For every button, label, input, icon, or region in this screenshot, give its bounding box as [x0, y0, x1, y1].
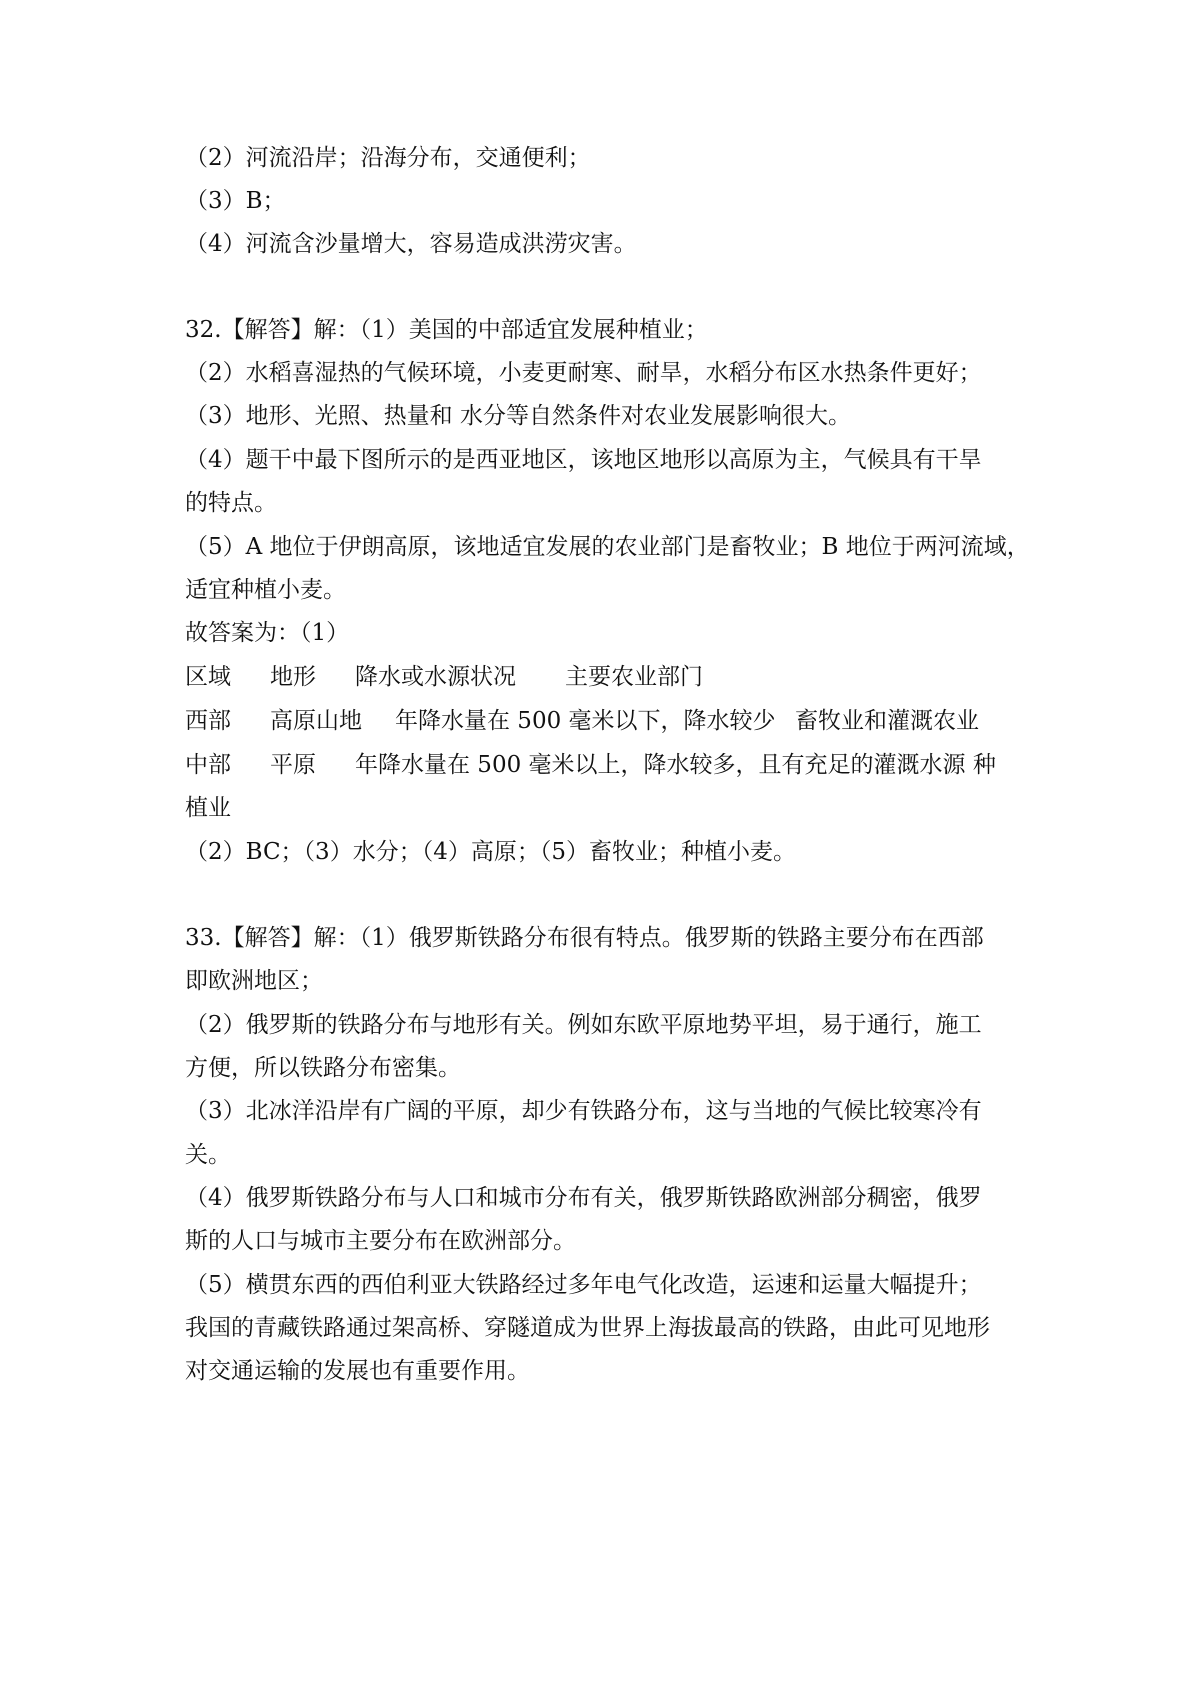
answer-31-part3: （3）B； — [185, 188, 286, 214]
answer-33-part3-line1: （3）北冰洋沿岸有广阔的平原，却少有铁路分布，这与当地的气候比较寒冷有 — [185, 1098, 982, 1124]
answer-32-part2: （2）水稻喜湿热的气候环境，小麦更耐寒、耐旱，水稻分布区水热条件更好； — [185, 360, 982, 386]
table-header-row — [185, 662, 1085, 692]
answer-32-part5-line2: 适宜种植小麦。 — [185, 577, 346, 603]
answer-33-part2-line1: （2）俄罗斯的铁路分布与地形有关。例如东欧平原地势平坦，易于通行，施工 — [185, 1012, 982, 1038]
table-cell: 高原山地 — [270, 708, 362, 734]
answer-32-part4-line2: 的特点。 — [185, 490, 277, 516]
table-header-cell: 降水或水源状况 — [355, 664, 516, 690]
answer-32-part3: （3）地形、光照、热量和 水分等自然条件对农业发展影响很大。 — [185, 403, 851, 429]
table-cell: 年降水量在 500 毫米以上，降水较多，且有充足的灌溉水源 种 — [355, 752, 996, 778]
table-row-central-wrap: 植业 — [185, 795, 231, 821]
table-cell: 年降水量在 500 毫米以下，降水较少 — [395, 708, 776, 734]
table-header-cell: 区域 — [185, 664, 231, 690]
answer-32-part4-line1: （4）题干中最下图所示的是西亚地区，该地区地形以高原为主，气候具有干旱 — [185, 447, 982, 473]
question-33-heading-line2: 即欧洲地区； — [185, 968, 323, 994]
table-row-west — [185, 706, 1085, 736]
question-33-heading-line1: 33.【解答】解：（1）俄罗斯铁路分布很有特点。俄罗斯的铁路主要分布在西部 — [185, 925, 984, 951]
table-cell: 西部 — [185, 708, 231, 734]
table-cell: 平原 — [270, 752, 316, 778]
answer-32-part5-line1: （5）A 地位于伊朗高原，该地适宜发展的农业部门是畜牧业；B 地位于两河流域， — [185, 534, 1030, 560]
question-32-heading: 32.【解答】解：（1）美国的中部适宜发展种植业； — [185, 317, 708, 343]
answer-33-part2-line2: 方便，所以铁路分布密集。 — [185, 1055, 461, 1081]
answer-intro: 故答案为：（1） — [185, 620, 350, 646]
answer-31-part2: （2）河流沿岸；沿海分布，交通便利； — [185, 145, 591, 171]
answer-33-part5-line1: （5）横贯东西的西伯利亚大铁路经过多年电气化改造，运速和运量大幅提升； — [185, 1272, 982, 1298]
answer-33-part4-line2: 斯的人口与城市主要分布在欧洲部分。 — [185, 1228, 576, 1254]
table-cell: 中部 — [185, 752, 231, 778]
answer-33-part5-line3: 对交通运输的发展也有重要作用。 — [185, 1358, 530, 1384]
table-header-cell: 主要农业部门 — [565, 664, 703, 690]
answer-33-part4-line1: （4）俄罗斯铁路分布与人口和城市分布有关，俄罗斯铁路欧洲部分稠密，俄罗 — [185, 1185, 982, 1211]
answer-33-part3-line2: 关。 — [185, 1142, 231, 1168]
answer-32-rest: （2）BC；（3）水分；（4）高原；（5）畜牧业；种植小麦。 — [185, 839, 796, 865]
table-cell: 畜牧业和灌溉农业 — [795, 708, 979, 734]
table-row-central — [185, 750, 1085, 780]
answer-33-part5-line2: 我国的青藏铁路通过架高桥、穿隧道成为世界上海拔最高的铁路，由此可见地形 — [185, 1315, 990, 1341]
answer-31-part4: （4）河流含沙量增大，容易造成洪涝灾害。 — [185, 231, 637, 257]
table-header-cell: 地形 — [270, 664, 316, 690]
